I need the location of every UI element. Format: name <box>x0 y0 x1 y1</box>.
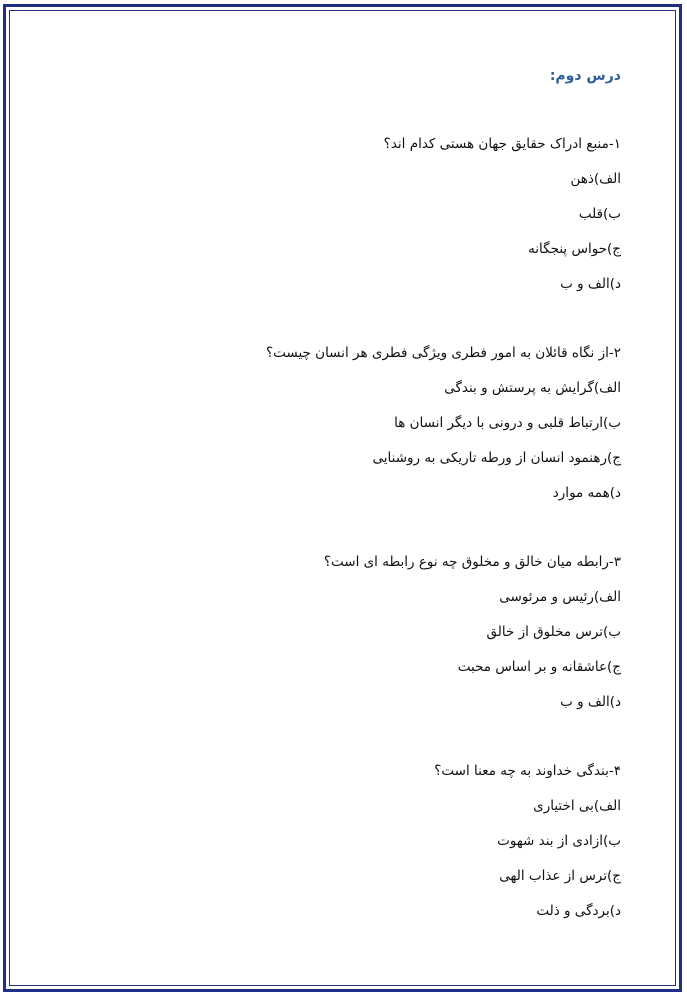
question-1-option-a: الف)ذهن <box>570 171 621 187</box>
question-2-option-b: ب)ارتباط قلبی و درونی با دیگر انسان ها <box>394 415 621 431</box>
lesson-title: درس دوم: <box>549 68 621 84</box>
question-3-option-d: د)الف و ب <box>560 694 621 710</box>
question-2-option-c: ج)رهنمود انسان از ورطه تاریکی به روشنایی <box>372 450 621 466</box>
question-4-option-b: ب)ازادی از بند شهوت <box>497 833 621 849</box>
question-2-option-a: الف)گرایش به پرستش و بندگی <box>444 380 621 396</box>
question-1-option-b: ب)قلب <box>578 206 621 222</box>
question-4-option-a: الف)بی اختیاری <box>533 798 621 814</box>
question-4: ۴-بندگی خداوند به چه معنا است؟ <box>434 763 621 779</box>
question-2-option-d: د)همه موارد <box>552 485 621 501</box>
question-1-option-c: ج)حواس پنجگانه <box>528 241 621 257</box>
question-1: ۱-منبع ادراک حقایق جهان هستی کدام اند؟ <box>383 136 621 152</box>
question-4-option-d: د)بردگی و ذلت <box>536 903 621 919</box>
question-3-option-c: ج)عاشقانه و بر اساس محبت <box>457 659 621 675</box>
question-3: ۳-رابطه میان خالق و مخلوق چه نوع رابطه ای است؟ <box>323 554 621 570</box>
question-1-option-d: د)الف و ب <box>560 276 621 292</box>
question-3-option-a: الف)رئیس و مرئوسی <box>499 589 621 605</box>
question-3-option-b: ب)ترس مخلوق از خالق <box>486 624 621 640</box>
question-4-option-c: ج)ترس از عذاب الهی <box>499 868 621 884</box>
question-2: ۲-از نگاه قائلان به امور فطری ویژگی فطری هر انسان چیست؟ <box>265 345 621 361</box>
